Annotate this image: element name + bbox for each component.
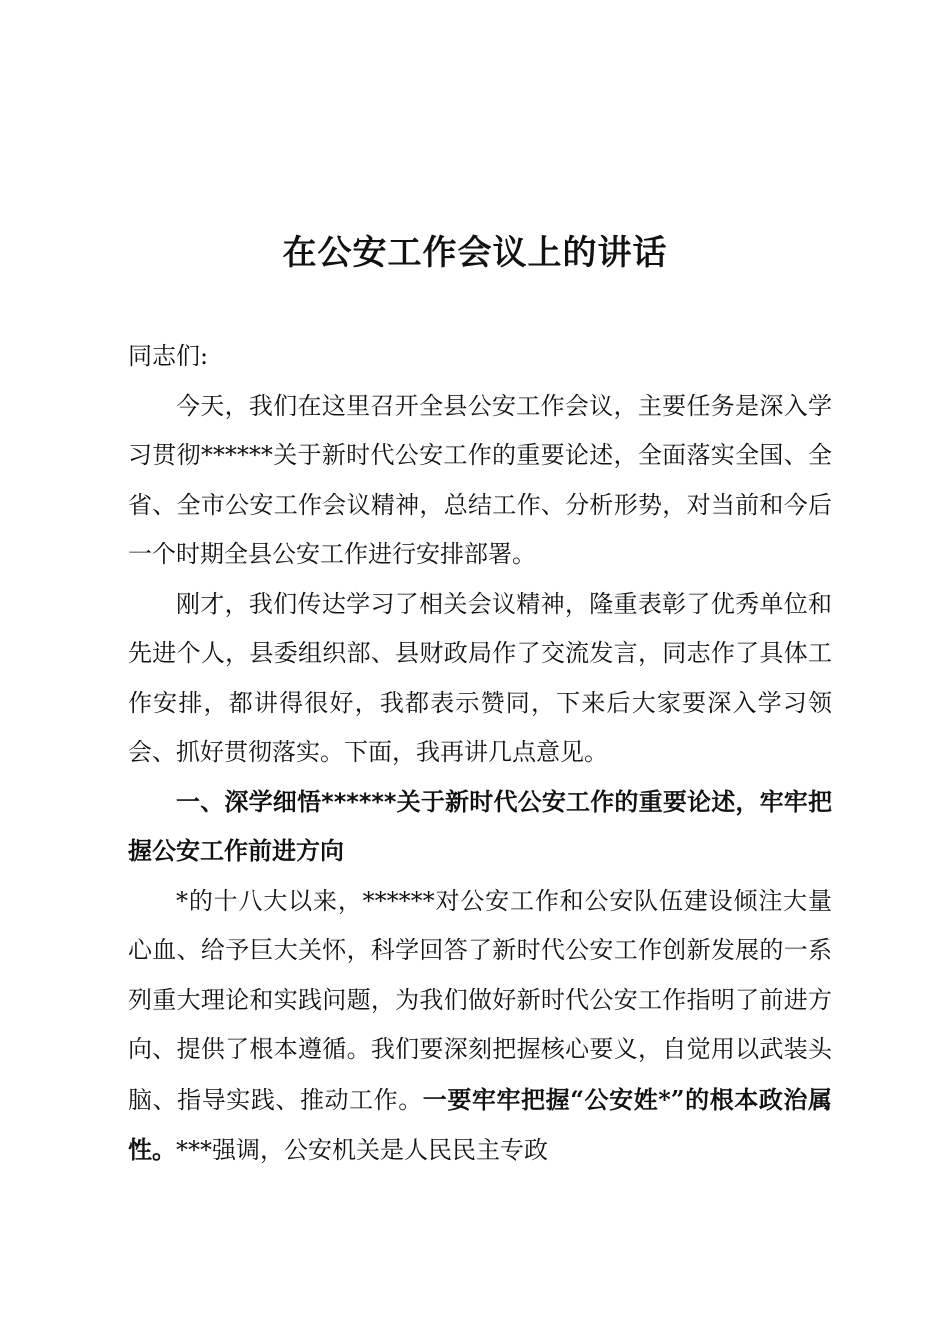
paragraph-section-1-emphasis: 一要牢牢把握“公安姓*”的根本政治属性。 [128,1084,833,1164]
document-title: 在公安工作会议上的讲话 [282,233,668,273]
paragraph-section-1-lead: *的十八大以来，******对公安工作和公安队伍建设倾注大量心血、给予巨大关怀，科学回答了新时代公安工作创新发展的一系列重大理论和实践问题，为我们做好新时代公安工作指明了前进方向、提供了根本遵循。我们要深刻把握核心要义，自觉用以武装头脑、指导实践、推动工作。 [128,886,832,1114]
document-body [128,332,832,1176]
section-heading-1: 一、深学细悟******关于新时代公安工作的重要论述，牢牢把握公安工作前进方向 [128,787,832,865]
paragraph-context: 刚才，我们传达学习了相关会议精神，隆重表彰了优秀单位和先进个人，县委组织部、县财政局作了交流发言，同志作了具体工作安排，都讲得很好，我都表示赞同，下来后大家要深入学习领会、抓好贯彻落实。下面，我再讲几点意见。 [128,589,832,766]
paragraph-section-1-tail: ***强调，公安机关是人民民主专政 [176,1136,548,1164]
paragraph-opening: 今天，我们在这里召开全县公安工作会议，主要任务是深入学习贯彻******关于新时代公安工作的重要论述，全面落实全国、全省、全市公安工作会议精神，总结工作、分析形势，对当前和今后一个时期全县公安工作进行安排部署。 [128,391,832,568]
paragraph-section-1 [128,877,832,1176]
salutation: 同志们: [128,342,209,370]
